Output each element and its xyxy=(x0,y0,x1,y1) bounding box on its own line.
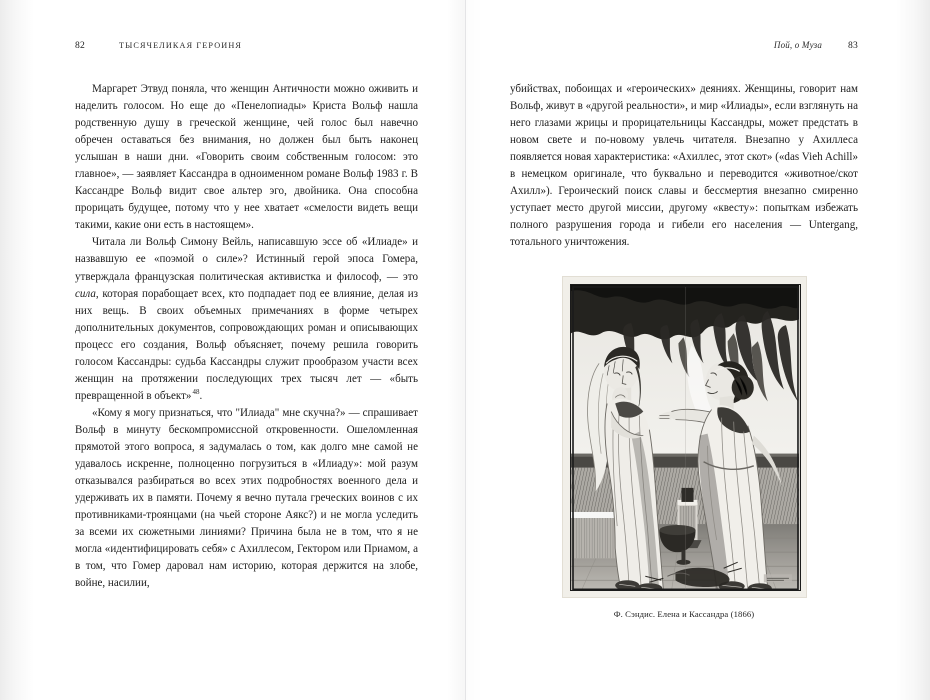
paragraph-2: Читала ли Вольф Симону Вейль, написавшую эссе об «Илиаде» и назвавшую ее «поэмой о силе»? Истинный герой эпоса Гомера, утверждала французская политическая активистка и философ, — это сила, которая порабощает всех, кто подпадает под ее влияние, делая из них вещь. В своих объемных примечаниях в форме четырех дополнительных документов, сопровождающих роман и описывающих процесс его создания, Вольф объясняет, почему решила говорить голосом Кассандры: судьба Кассандры служит прообразом участи всех женщин на протяжении последующих трех тысяч лет — «быть превращенной в объект»$^{48}$. xyxy=(75,236,418,402)
caption-year: (1866) xyxy=(730,609,755,620)
paragraph-continuation: убийствах, побоищах и «героических» деяниях. Женщины, говорит нам Вольф, живут в «другой реальности», и мир «Илиады», если взглянуть на него глазами жрицы и прорицательницы Кассандры, может предстать в новом свете и по-новому увлечь читателя. Внезапно у Ахиллеса появляется новая характеристика: «Ахиллес, этот скот» («das Vieh Achill» в немецком оригинале, что буквально и переводится «животное/скот Ахилл»). Героический поиск славы и бессмертия внезапно смиренно уступает место другой миссии, другому «квесту»: попыткам избежать полного разрушения города и гибели его населения — Untergang, тотального уничтожения. xyxy=(510,83,858,249)
figure-caption xyxy=(614,609,755,619)
body-text-right xyxy=(510,81,858,251)
body-text-left xyxy=(75,81,418,592)
caption-author: Ф. Сэндис. xyxy=(613,609,656,620)
paragraph-3: «Кому я могу признаться, что "Илиада" мне скучна?» — спрашивает Вольф в минуту бескомпромиссной откровенности. Ошеломленная прямотой этого вопроса, я задумалась о том, как долго мне самой не удавалось искренне, полноценно погрузиться в «Илиаду»: мой разум отказывался разбираться во всех этих подробностях военного дела и удерживать их в памяти. Почему я вечно путала греческих воинов с их противниками-троянцами (на чьей стороне Аякс?) и не могла уследить за всеми их сюжетными линиями? Причина была не в том, что я не могла «идентифицировать себя» с Ахиллесом, Гектором или Приамом, а в том, что Гомер даровал нам историю, которая держится на злобе, войне, насилии, xyxy=(75,406,418,590)
emphasised-word: сила xyxy=(75,287,96,300)
running-head-right xyxy=(510,40,858,56)
figure-helen-and-cassandra xyxy=(510,277,858,619)
paragraph-1: Маргарет Этвуд поняла, что женщин Античности можно оживить и наделить голосом. Но еще до «Пенелопиады» Криста Вольф нашла родственную душу в греческой женщине, чей голос был навечно обречен оставаться без внимания, но должен был быть наконец услышан в наши дни. «Говорить своим собственным голосом: это главное», — заявляет Кассандра в одноименном романе Вольф 1983 г. В Кассандре Вольф видит свое альтер эго, двойника. Она способна прорицать будущее, потому что у нее хватает «смелости видеть вещи такими, какие они есть в настоящем». xyxy=(75,83,418,232)
running-title-right: Пой, о Муза xyxy=(773,40,823,50)
page-left-content xyxy=(75,40,418,592)
illustration-plate xyxy=(563,277,806,597)
caption-title: Елена и Кассандра xyxy=(657,609,729,620)
page-right xyxy=(465,0,930,700)
engraving-helen-and-cassandra-icon xyxy=(571,285,800,591)
folio-left: 82 xyxy=(75,40,85,51)
running-head-left xyxy=(75,40,418,56)
paragraph-2-text: Читала ли Вольф Симону Вейль, написавшую эссе об «Илиаде» и назвавшую ее «поэмой о силе»? Истинный герой эпоса Гомера, утверждала французская политическая активистка и философ, — это сила, которая порабощает всех, кто подпадает под ее влияние, делая из них вещь. В своих объемных примечаниях в форме четырех дополнительных документов, сопровождающих роман и описывающих процесс его создания, Вольф объясняет, почему решила говорить голосом Кассандры: судьба Кассандры служит прообразом участи всех женщин на протяжении последующих трех тысяч лет — «быть превращенной в объект» xyxy=(75,236,418,402)
footnote-marker: 48 xyxy=(192,388,200,397)
folio-right: 83 xyxy=(848,40,858,51)
page-right-content xyxy=(510,40,858,619)
running-title-left: ТЫСЯЧЕЛИКАЯ ГЕРОИНЯ xyxy=(118,41,243,50)
illustration-frame xyxy=(570,284,801,591)
